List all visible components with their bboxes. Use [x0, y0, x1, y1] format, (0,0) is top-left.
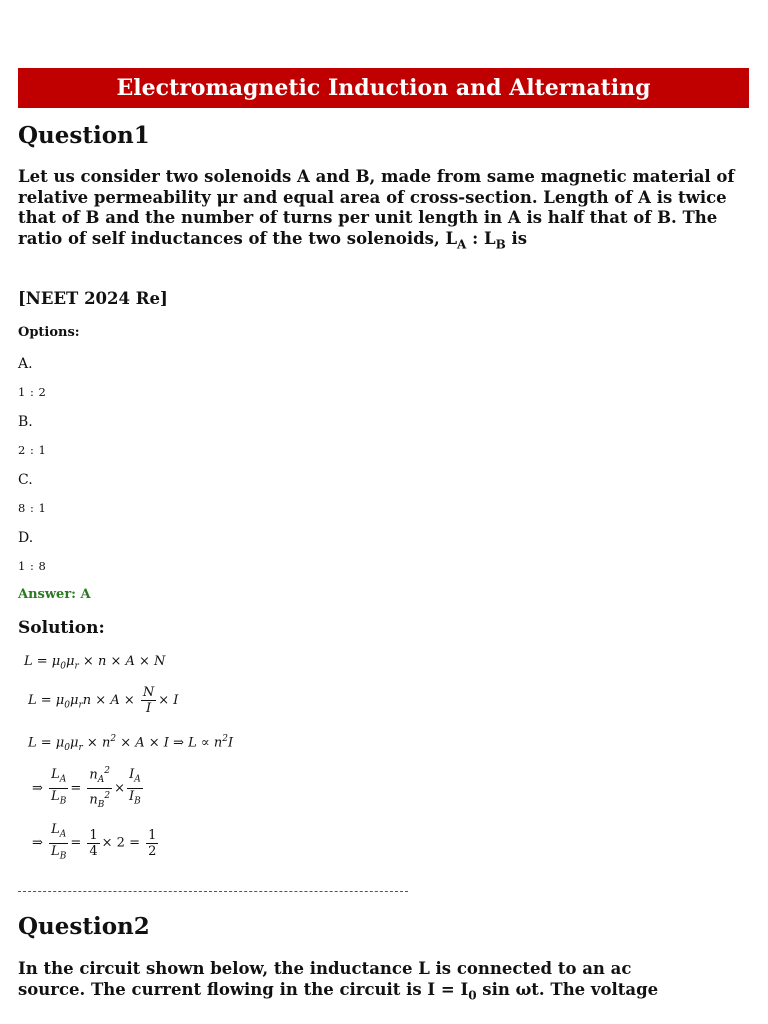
option-b-value: 2 : 1 — [18, 443, 47, 457]
solution-label: Solution: — [18, 618, 105, 638]
option-c-letter: C. — [18, 472, 33, 488]
options-label: Options: — [18, 325, 80, 340]
answer-label: Answer: A — [18, 587, 91, 602]
solution-equation-1: $L = \mu_0\mu_r \times n \times A \times N$ — [24, 654, 166, 672]
solution-equation-5: ⇒ $\frac{L_A}{L_B}$ = $\frac{1}{4}$ × 2 = $\frac{1}{2}$ — [32, 822, 157, 862]
solution-equation-2: $L = \mu_0\mu_rn \times A$ × $\frac{N}{I}$ × I — [28, 685, 179, 716]
question2-text: In the circuit shown below, the inductance L is connected to an ac source. The current flowing in the circuit is $I = I_0$ sin ωt. The voltage — [18, 959, 659, 1002]
chapter-title-banner: Electromagnetic Induction and Alternating — [18, 68, 749, 108]
exam-source-tag: [NEET 2024 Re] — [18, 289, 168, 308]
section-divider — [18, 891, 408, 892]
solution-equation-3: $L = \mu_0\mu_r \times n^2 \times A \times I$ ⇒ $L \propto n^2I$ — [28, 734, 234, 753]
option-a-letter: A. — [18, 356, 33, 372]
option-a-value: 1 : 2 — [18, 385, 47, 399]
question1-title: Question1 — [18, 122, 150, 149]
question1-text: Let us consider two solenoids A and B, made from same magnetic material of relative permeability μr and equal area of cross-section. Length of A is twice that of B and the number of turns per unit length in A is half that of B. The ratio of self inductances of the two solenoids, $L_A$ : $L_B$ is — [18, 167, 735, 251]
solution-equation-4: ⇒ $\frac{L_A}{L_B}$ = $\frac{n_A^2}{n_B^2}$ × $\frac{I_A}{I_B}$ — [32, 766, 141, 810]
option-d-value: 1 : 8 — [18, 559, 47, 573]
option-b-letter: B. — [18, 414, 33, 430]
question2-title: Question2 — [18, 913, 150, 940]
option-d-letter: D. — [18, 530, 34, 546]
option-c-value: 8 : 1 — [18, 501, 47, 515]
